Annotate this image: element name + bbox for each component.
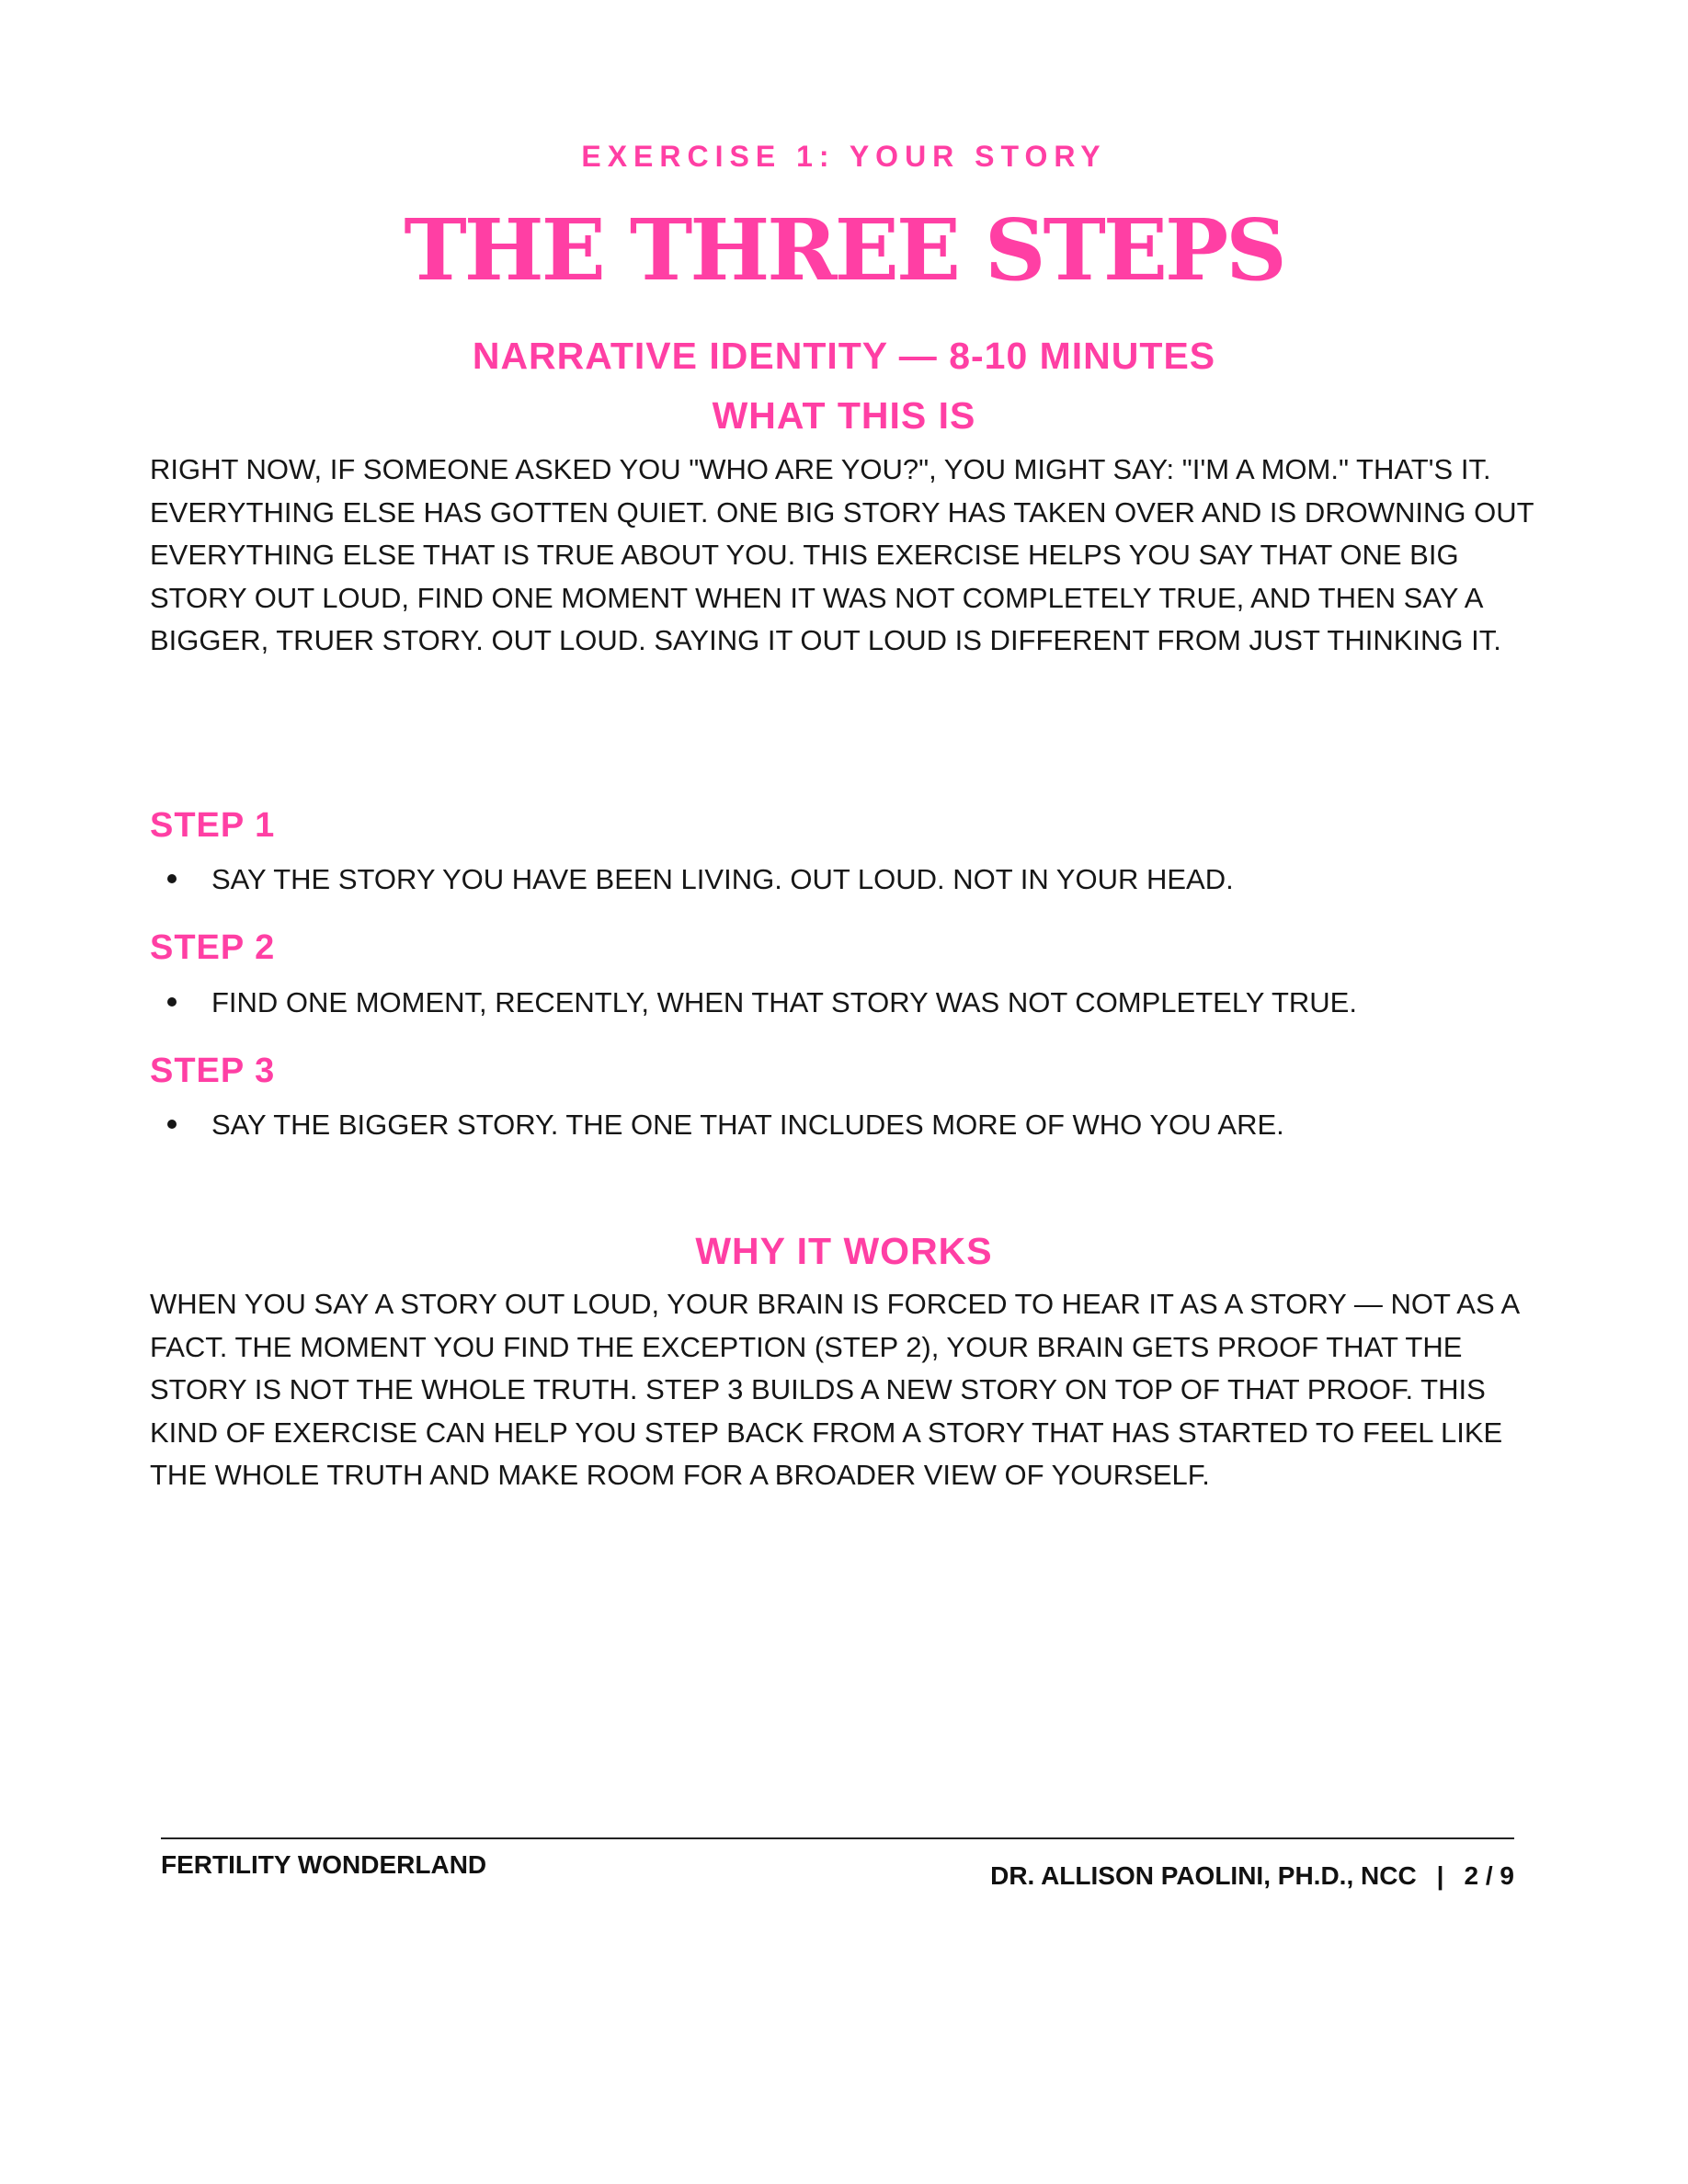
exercise-eyebrow: EXERCISE 1: YOUR STORY — [581, 140, 1107, 173]
step-2-text: FIND ONE MOMENT, RECENTLY, WHEN THAT STORY WAS NOT COMPLETELY TRUE. — [211, 986, 1357, 1018]
step-3-text: SAY THE BIGGER STORY. THE ONE THAT INCLUDES MORE OF WHO YOU ARE. — [211, 1109, 1284, 1141]
what-this-is-body: RIGHT NOW, IF SOMEONE ASKED YOU "WHO ARE YOU?", YOU MIGHT SAY: "I'M A MOM." THAT'S IT. EVERYTHING ELSE HAS GOTTEN QUIET. ONE BIG STORY HAS TAKEN OVER AND IS DROWNING OUT EVERYTHING ELSE THAT IS TRUE ABOUT YOU. THIS EXERCISE HELPS YOU SAY THAT ONE BIG STORY OUT LOUD, FIND ONE MOMENT WHEN IT WAS NOT COMPLETELY TRUE, AND THEN SAY A BIGGER, TRUER STORY. OUT LOUD. SAYING IT OUT LOUD IS DIFFERENT FROM JUST THINKING IT. — [150, 453, 1534, 656]
footer-separator: | — [1436, 1861, 1444, 1890]
footer-author-page — [990, 1861, 1514, 1891]
page-title: THE THREE STEPS — [404, 200, 1284, 300]
step-3-heading: STEP 3 — [150, 1052, 276, 1090]
footer-brand: FERTILITY WONDERLAND — [161, 1850, 487, 1879]
what-this-is-heading: WHAT THIS IS — [712, 394, 976, 437]
bullet-icon — [167, 1120, 177, 1129]
step-2-item — [167, 984, 1546, 1021]
page-number: 2 / 9 — [1464, 1861, 1514, 1890]
step-2-heading: STEP 2 — [150, 928, 276, 967]
bullet-icon — [167, 997, 177, 1007]
page-subtitle: NARRATIVE IDENTITY — 8-10 MINUTES — [472, 335, 1216, 377]
why-it-works-heading: WHY IT WORKS — [695, 1230, 993, 1272]
step-1-item — [167, 861, 1546, 898]
footer-divider — [161, 1837, 1514, 1839]
step-3-item — [167, 1107, 1546, 1143]
step-1-heading: STEP 1 — [150, 806, 276, 845]
bullet-icon — [167, 874, 177, 883]
why-it-works-body: WHEN YOU SAY A STORY OUT LOUD, YOUR BRAIN IS FORCED TO HEAR IT AS A STORY — NOT AS A FACT. THE MOMENT YOU FIND THE EXCEPTION (STEP 2), YOUR BRAIN GETS PROOF THAT THE STORY IS NOT THE WHOLE TRUTH. STEP 3 BUILDS A NEW STORY ON TOP OF THAT PROOF. THIS KIND OF EXERCISE CAN HELP YOU STEP BACK FROM A STORY THAT HAS STARTED TO FEEL LIKE THE WHOLE TRUTH AND MAKE ROOM FOR A BROADER VIEW OF YOURSELF. — [150, 1288, 1519, 1491]
step-1-text: SAY THE STORY YOU HAVE BEEN LIVING. OUT LOUD. NOT IN YOUR HEAD. — [211, 863, 1234, 895]
footer-author: DR. ALLISON PAOLINI, PH.D., NCC — [990, 1861, 1417, 1890]
